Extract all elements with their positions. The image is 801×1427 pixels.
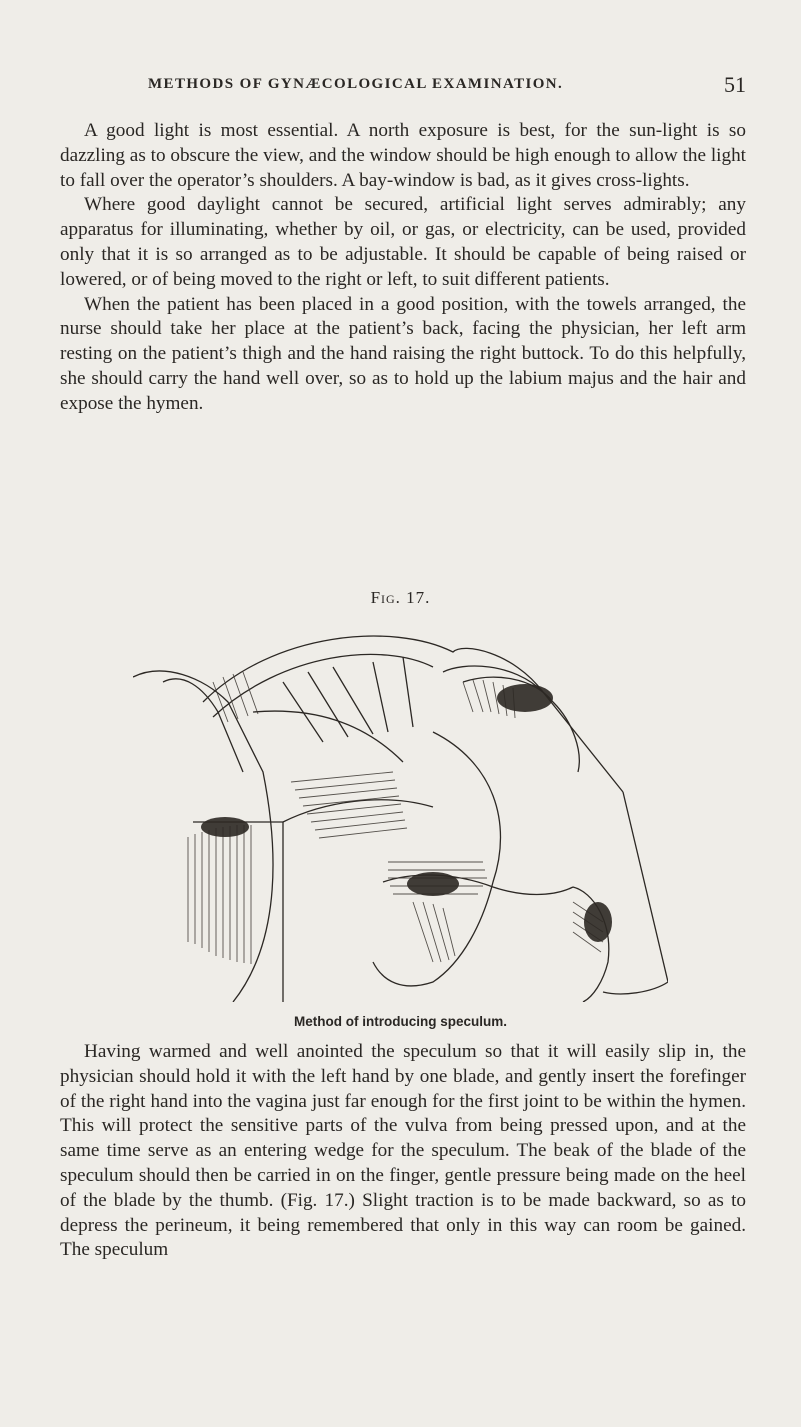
body-text-lower [60,1040,746,1263]
speculum-illustration [133,622,668,1002]
page-number: 51 [724,72,746,97]
paragraph: When the patient has been placed in a good position, with the towels arranged, the nurse should take her place at the patient’s back, facing the physician, her left arm resting on the patient’s thigh and the hand raising the right buttock. To do this helpfully, she should carry the hand well over, so as to hold up the labium majus and the hair and expose the hymen. [60,293,746,414]
figure-illustration [133,622,668,1002]
paragraph: Where good daylight cannot be secured, artificial light serves admirably; any apparatus for illuminating, whether by oil, or gas, or electricity, can be used, provided only that it is so arranged as to be adjustable. It should be capable of being raised or lowered, or of being moved to the right or left, to suit different patients. [60,194,746,290]
running-head: METHODS OF GYNÆCOLOGICAL EXAMINATION. [148,76,564,92]
paragraph: A good light is most essential. A north exposure is best, for the sun-light is so dazzling as to obscure the view, and the window should be high enough to allow the light to fall over the operator’s shoulders. A bay-window is bad, as it gives cross-lights. [60,120,746,191]
paragraph: Having warmed and well anointed the speculum so that it will easily slip in, the physician should hold it with the left hand by one blade, and gently insert the forefinger of the right hand into the vagina just far enough for the first joint to be within the hymen. This will protect the sensitive parts of the vulva from being pressed upon, and at the same time serve as an entering wedge for the speculum. The beak of the blade of the speculum should then be carried in on the finger, gentle pressure being made on the heel of the blade by the thumb. (Fig. 17.) Slight traction is to be made backward, so as to depress the perineum, it being remembered that only in this way can room be gained. The speculum [60,1041,746,1261]
figure-label: Fig. 17. [370,588,431,607]
figure-caption: Method of introducing speculum. [294,1014,507,1029]
page-header [60,72,746,104]
body-text-upper [60,119,746,417]
